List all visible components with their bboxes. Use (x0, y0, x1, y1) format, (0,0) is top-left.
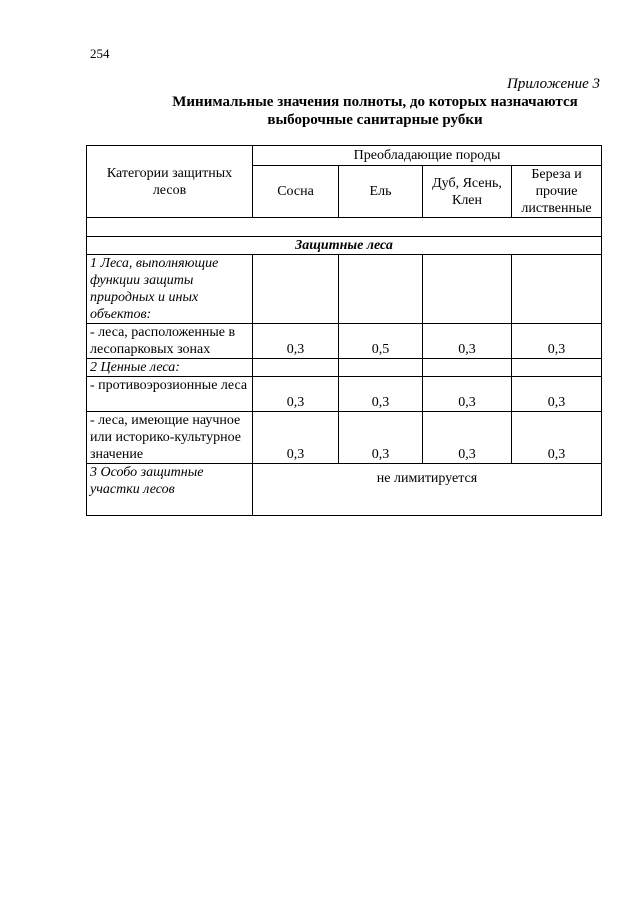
title-line-1: Минимальные значения полноты, до которых назначаются (172, 94, 578, 110)
value-cell (423, 359, 512, 377)
row-label: - леса, расположенные в лесопарковых зонах (87, 324, 253, 359)
row-label: 3 Особо защитные участки лесов (87, 464, 253, 516)
title-line-2: выборочные санитарные рубки (267, 112, 483, 128)
table-row (87, 359, 602, 377)
header-categories: Категории защитных лесов (87, 146, 253, 218)
row-label: 1 Леса, выполняющие функции защиты природных и иных объектов: (87, 255, 253, 324)
section-row (87, 237, 602, 255)
value-cell: 0,3 (253, 377, 339, 412)
value-cell: 0,3 (253, 412, 339, 464)
spacer-row (87, 218, 602, 237)
spacer-cell (87, 218, 602, 237)
value-cell (512, 359, 602, 377)
value-cell (253, 255, 339, 324)
density-table (86, 145, 602, 516)
header-species-birch-deciduous: Береза и прочие лиственные (512, 166, 602, 218)
header-species-oak-ash-maple: Дуб, Ясень, Клен (423, 166, 512, 218)
value-cell: 0,3 (423, 324, 512, 359)
value-cell: 0,5 (339, 324, 423, 359)
document-title (150, 93, 600, 129)
header-species-group: Преобладающие породы (253, 146, 602, 166)
value-cell: 0,3 (423, 377, 512, 412)
appendix-label: Приложение 3 (507, 76, 600, 92)
row-label: - леса, имеющие научное или историко-культурное значение (87, 412, 253, 464)
header-species-pine: Сосна (253, 166, 339, 218)
value-cell: 0,3 (339, 412, 423, 464)
value-cell (423, 255, 512, 324)
value-cell: 0,3 (423, 412, 512, 464)
header-species-spruce: Ель (339, 166, 423, 218)
table-row (87, 377, 602, 412)
value-cell (339, 255, 423, 324)
value-cell (253, 359, 339, 377)
value-cell: 0,3 (512, 377, 602, 412)
row-label: 2 Ценные леса: (87, 359, 253, 377)
table-row (87, 464, 602, 516)
table-row (87, 412, 602, 464)
value-cell: 0,3 (339, 377, 423, 412)
merged-value-cell: не лимитируется (253, 464, 602, 516)
value-cell: 0,3 (253, 324, 339, 359)
section-title: Защитные леса (87, 237, 602, 255)
page-number: 254 (90, 46, 110, 61)
value-cell (512, 255, 602, 324)
value-cell: 0,3 (512, 412, 602, 464)
table-row (87, 255, 602, 324)
header-row-1 (87, 146, 602, 166)
row-label: - противоэрозионные леса (87, 377, 253, 412)
value-cell (339, 359, 423, 377)
table-row (87, 324, 602, 359)
value-cell: 0,3 (512, 324, 602, 359)
